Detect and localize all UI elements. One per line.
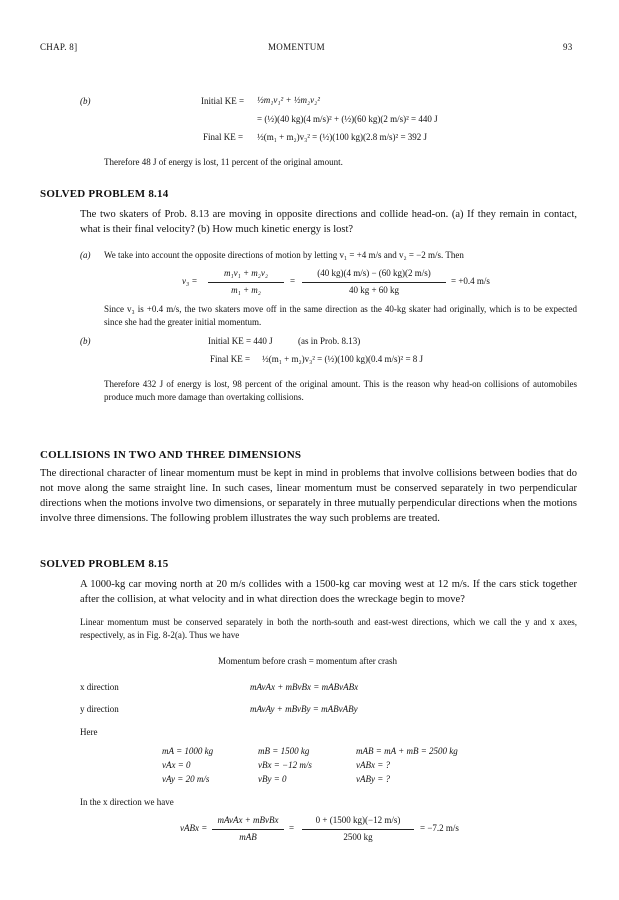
given-value: vBx = −12 m/s [258, 760, 312, 770]
final-ke-label: Final KE = [203, 132, 244, 142]
given-value: vAy = 20 m/s [162, 774, 210, 784]
y-direction-equation: mAvAy + mBvBy = mABvABy [250, 704, 358, 714]
given-value: mA = 1000 kg [162, 746, 214, 756]
vabx-fraction-bar-values [302, 829, 414, 830]
x-direction-intro: In the x direction we have [80, 797, 174, 807]
here-label: Here [80, 727, 98, 737]
given-value: vBy = 0 [258, 774, 287, 784]
x-direction-equation: mAvAx + mBvBx = mABvABx [250, 682, 359, 692]
vabx-fraction-bar [212, 829, 284, 830]
b-final-ke-label: Final KE = [210, 354, 251, 364]
part-b-label: (b) [80, 96, 91, 106]
y-direction-label: y direction [80, 704, 119, 714]
vabx-numerator-values: 0 + (1500 kg)(−12 m/s) [315, 815, 401, 825]
v3-lhs: v₃ = [182, 276, 198, 286]
b-initial-ke: Initial KE = 440 J [208, 336, 273, 346]
initial-ke-expression: ½m₁v₁² + ½m₂v₂² [257, 95, 320, 105]
part-b-conclusion: Therefore 432 J of energy is lost, 98 percent of the original amount. This is the reason why head-on collisions of automobiles produce much more damage than overtaking collisions. [104, 379, 577, 402]
v3-denominator: m₁ + m₂ [231, 285, 261, 295]
given-value: vABy = ? [356, 774, 391, 784]
part-a-label: (a) [80, 250, 91, 260]
problem-8-14-statement: The two skaters of Prob. 8.13 are moving in opposite directions and collide head-on. (a) If they remain in contact, what is their final velocity? (b) How much kinetic energy is lost? [80, 209, 577, 235]
vabx-denominator: mAB [239, 832, 257, 842]
given-value: vABx = ? [356, 760, 391, 770]
part-b-label-2: (b) [80, 336, 91, 346]
v3-fraction-bar [208, 282, 284, 283]
vabx-equals: = [289, 823, 295, 833]
v3-result: = +0.4 m/s [451, 276, 490, 286]
vabx-denominator-values: 2500 kg [343, 832, 373, 842]
running-head-title: MOMENTUM [268, 42, 325, 52]
given-value: mAB = mA + mB = 2500 kg [356, 746, 458, 756]
initial-ke-label: Initial KE = [201, 96, 245, 106]
b-initial-note: (as in Prob. 8.13) [298, 336, 361, 346]
given-value: vAx = 0 [162, 760, 191, 770]
given-value: mB = 1500 kg [258, 746, 310, 756]
section-heading: COLLISIONS IN TWO AND THREE DIMENSIONS [40, 449, 302, 461]
section-body: The directional character of linear momentum must be kept in mind in problems that involve collisions between bodies that do not move along the same straight line. In such cases, linear momentum must be conserved separately in two perpendicular directions when the motions involve two dimensions, or separately in three mutually perpendicular directions when the motions involve three dimensions. The following problem illustrates the way such problems are treated. [40, 468, 577, 524]
vabx-numerator: mAvAx + mBvBx [217, 815, 279, 825]
part-a-intro: We take into account the opposite directions of motion by letting v₁ = +4 m/s and v₂ = −2 m/s. Then [104, 250, 464, 260]
x-direction-label: x direction [80, 682, 119, 692]
part-a-explanation: Since v₃ is +0.4 m/s, the two skaters move off in the same direction as the 40-kg skater had originally, which is to be expected since she had the greater initial momentum. [104, 304, 577, 327]
v3-numerator-values: (40 kg)(4 m/s) − (60 kg)(2 m/s) [317, 268, 431, 278]
page-number: 93 [563, 42, 573, 52]
v3-numerator: m₁v₁ + m₂v₂ [223, 268, 269, 278]
problem-8-15-statement: A 1000-kg car moving north at 20 m/s collides with a 1500-kg car moving west at 12 m/s. If the cars stick together after the collision, at what velocity and in what direction does the wreckage begin to move? [80, 579, 577, 605]
running-head-chapter: CHAP. 8] [40, 42, 78, 52]
vabx-result: = −7.2 m/s [420, 823, 459, 833]
problem-8-15-heading: SOLVED PROBLEM 8.15 [40, 558, 169, 570]
v3-equals: = [290, 276, 296, 286]
vabx-lhs: vABx = [180, 823, 208, 833]
problem-8-14-heading: SOLVED PROBLEM 8.14 [40, 188, 169, 200]
problem-8-15-intro: Linear momentum must be conserved separately in both the north-south and east-west directions, which we call the y and x axes, respectively, as in Fig. 8-2(a). Thus we have [80, 617, 577, 640]
momentum-statement: Momentum before crash = momentum after crash [218, 656, 398, 666]
final-ke-calculation: ½(m₁ + m₂)v₃² = (½)(100 kg)(2.8 m/s)² = 392 J [257, 132, 428, 142]
v3-denominator-values: 40 kg + 60 kg [348, 285, 400, 295]
energy-loss-conclusion: Therefore 48 J of energy is lost, 11 percent of the original amount. [104, 157, 343, 167]
b-final-ke-calculation: ½(m₁ + m₂)v₃² = (½)(100 kg)(0.4 m/s)² = 8 J [262, 354, 424, 364]
initial-ke-calculation: = (½)(40 kg)(4 m/s)² + (½)(60 kg)(2 m/s)² = 440 J [257, 114, 438, 124]
v3-fraction-bar-values [302, 282, 446, 283]
